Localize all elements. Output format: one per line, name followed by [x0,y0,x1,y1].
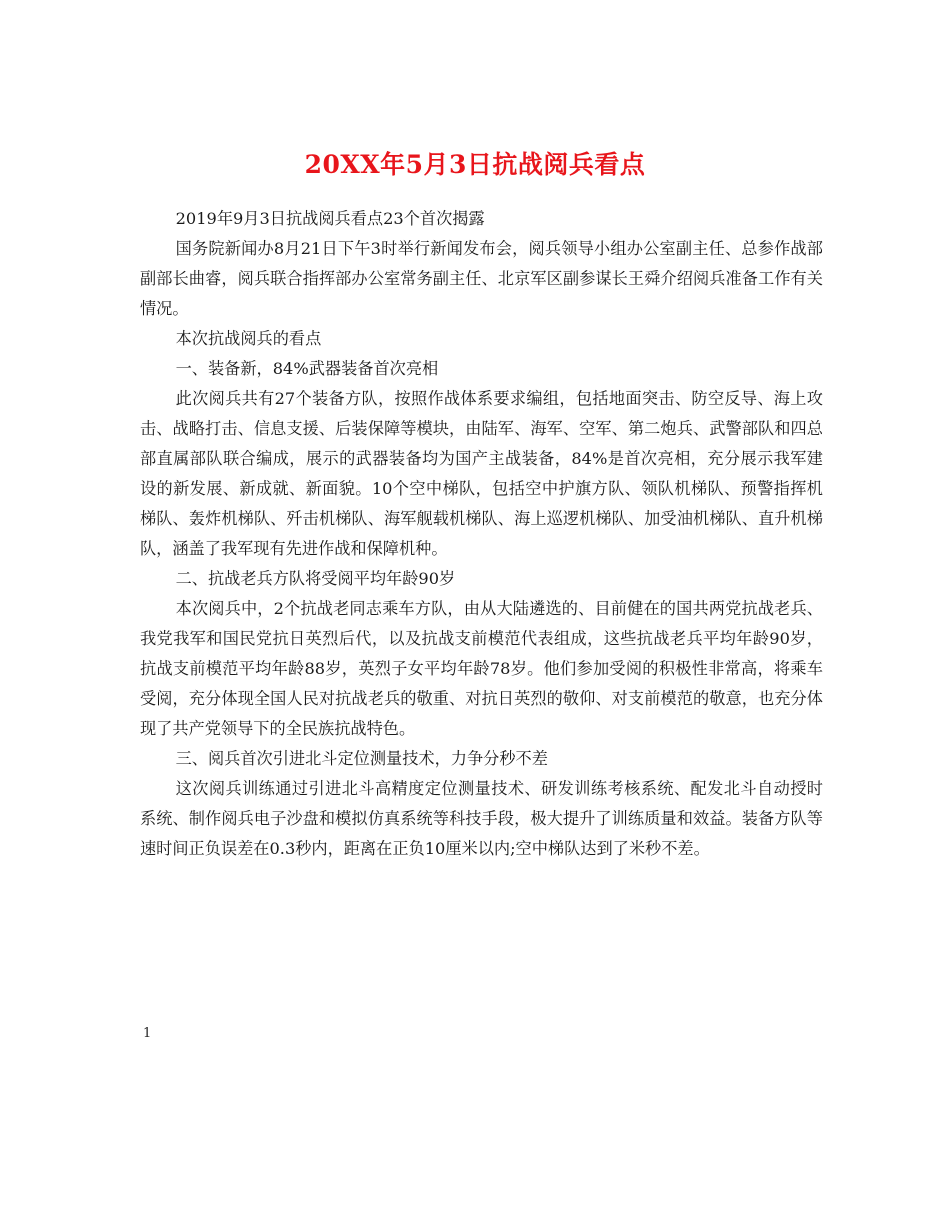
paragraph-veterans: 本次阅兵中，2个抗战老同志乘车方队，由从大陆遴选的、目前健在的国共两党抗战老兵、我党我军和国民党抗日英烈后代，以及抗战支前模范代表组成，这些抗战老兵平均年龄90岁，抗战支前模范平均年龄88岁，英烈子女平均年龄78岁。他们参加受阅的积极性非常高，将乘车受阅，充分体现全国人民对抗战老兵的敬重、对抗日英烈的敬仰、对支前模范的敬意，也充分体现了共产党领导下的全民族抗战特色。 [140,599,823,738]
section-heading-beidou: 三、阅兵首次引进北斗定位测量技术，力争分秒不差 [175,749,548,768]
paragraph-beidou: 这次阅兵训练通过引进北斗高精度定位测量技术、研发训练考核系统、配发北斗自动授时系统、制作阅兵电子沙盘和模拟仿真系统等科技手段，极大提升了训练质量和效益。装备方队等速时间正负误差在0.3秒内，距离在正负10厘米以内;空中梯队达到了米秒不差。 [140,779,823,858]
document-body [140,204,823,864]
paragraph-highlights-heading: 本次抗战阅兵的看点 [175,329,322,348]
page-number: 1 [143,1026,152,1041]
section-heading-veterans: 二、抗战老兵方队将受阅平均年龄90岁 [175,569,456,588]
section-heading-equipment: 一、装备新，84%武器装备首次亮相 [175,359,439,378]
paragraph-press-conference: 国务院新闻办8月21日下午3时举行新闻发布会，阅兵领导小组办公室副主任、总参作战部副部长曲睿，阅兵联合指挥部办公室常务副主任、北京军区副参谋长王舜介绍阅兵准备工作有关情况。 [140,239,823,318]
document-title: 20XX年5月3日抗战阅兵看点 [304,149,646,179]
paragraph-equipment: 此次阅兵共有27个装备方队，按照作战体系要求编组，包括地面突击、防空反导、海上攻击、战略打击、信息支援、后装保障等模块，由陆军、海军、空军、第二炮兵、武警部队和四总部直属部队联合编成，展示的武器装备均为国产主战装备，84%是首次亮相，充分展示我军建设的新发展、新成就、新面貌。10个空中梯队，包括空中护旗方队、领队机梯队、预警指挥机梯队、轰炸机梯队、歼击机梯队、海军舰载机梯队、海上巡逻机梯队、加受油机梯队、直升机梯队，涵盖了我军现有先进作战和保障机种。 [140,389,823,558]
paragraph-subtitle: 2019年9月3日抗战阅兵看点23个首次揭露 [175,209,485,228]
